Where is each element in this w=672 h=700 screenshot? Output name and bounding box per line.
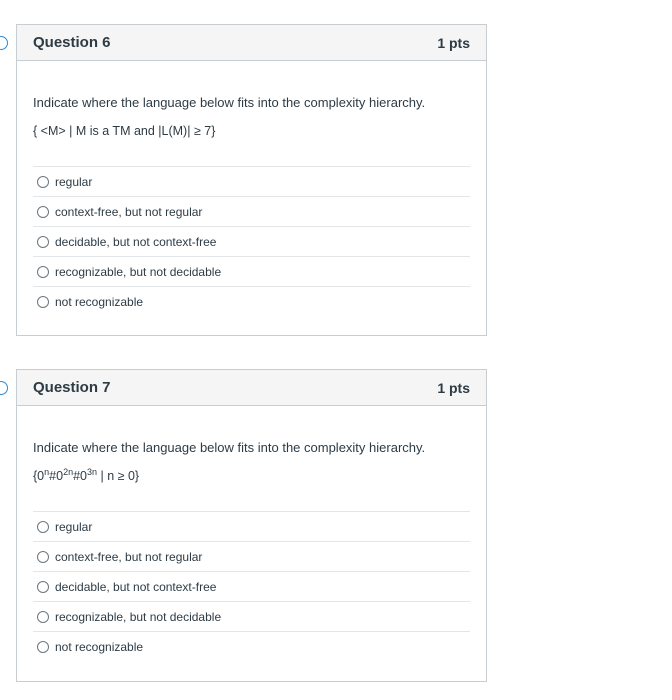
radio-button-icon[interactable]: [37, 521, 49, 533]
language-exponent: n: [44, 467, 50, 477]
question-points: 1 pts: [437, 379, 470, 396]
answer-option[interactable]: [33, 197, 470, 227]
answer-label[interactable]: context-free, but not regular: [55, 204, 203, 219]
language-part: #0: [73, 469, 87, 483]
answer-option[interactable]: [33, 512, 470, 542]
answer-option[interactable]: [33, 287, 470, 316]
question-prompt: Indicate where the language below fits into the complexity hierarchy.: [33, 440, 426, 455]
answer-list: [33, 511, 470, 661]
radio-button-icon[interactable]: [37, 611, 49, 623]
answer-label[interactable]: recognizable, but not decidable: [55, 264, 222, 279]
question-language: [33, 469, 470, 483]
question-7: [16, 369, 487, 682]
answer-label[interactable]: not recognizable: [55, 639, 144, 654]
question-title: Question 6: [33, 34, 111, 51]
question-6: [16, 24, 487, 336]
radio-button-icon[interactable]: [37, 206, 49, 218]
answer-option[interactable]: [33, 572, 470, 602]
answer-option[interactable]: [33, 257, 470, 287]
answer-option[interactable]: [33, 167, 470, 197]
question-header: [17, 25, 486, 61]
radio-button-icon[interactable]: [37, 266, 49, 278]
answer-label[interactable]: decidable, but not context-free: [55, 234, 217, 249]
radio-button-icon[interactable]: [37, 551, 49, 563]
answer-list: [33, 166, 470, 316]
question-title: Question 7: [33, 379, 111, 396]
question-points: 1 pts: [437, 34, 470, 51]
radio-button-icon[interactable]: [37, 581, 49, 593]
answer-label[interactable]: recognizable, but not decidable: [55, 609, 222, 624]
radio-button-icon[interactable]: [37, 641, 49, 653]
answer-label[interactable]: regular: [55, 174, 93, 189]
language-exponent: 2n: [63, 467, 74, 477]
language-part: | n ≥ 0}: [97, 469, 140, 483]
answer-label[interactable]: regular: [55, 519, 93, 534]
question-header: [17, 370, 486, 406]
question-prompt: Indicate where the language below fits into the complexity hierarchy.: [33, 95, 426, 110]
language-part: #0: [49, 469, 64, 483]
question-body: [17, 406, 486, 677]
answer-option[interactable]: [33, 542, 470, 572]
language-part: {0: [33, 469, 45, 483]
question-flag-icon[interactable]: [0, 36, 8, 50]
radio-button-icon[interactable]: [37, 176, 49, 188]
question-flag-icon[interactable]: [0, 381, 8, 395]
radio-button-icon[interactable]: [37, 236, 49, 248]
question-body: [17, 61, 486, 332]
answer-option[interactable]: [33, 632, 470, 661]
answer-label[interactable]: not recognizable: [55, 294, 144, 309]
answer-label[interactable]: decidable, but not context-free: [55, 579, 217, 594]
radio-button-icon[interactable]: [37, 296, 49, 308]
answer-option[interactable]: [33, 602, 470, 632]
language-exponent: 3n: [86, 467, 97, 477]
question-language: { <M> | M is a TM and |L(M)| ≥ 7}: [33, 124, 216, 138]
answer-label[interactable]: context-free, but not regular: [55, 549, 203, 564]
answer-option[interactable]: [33, 227, 470, 257]
